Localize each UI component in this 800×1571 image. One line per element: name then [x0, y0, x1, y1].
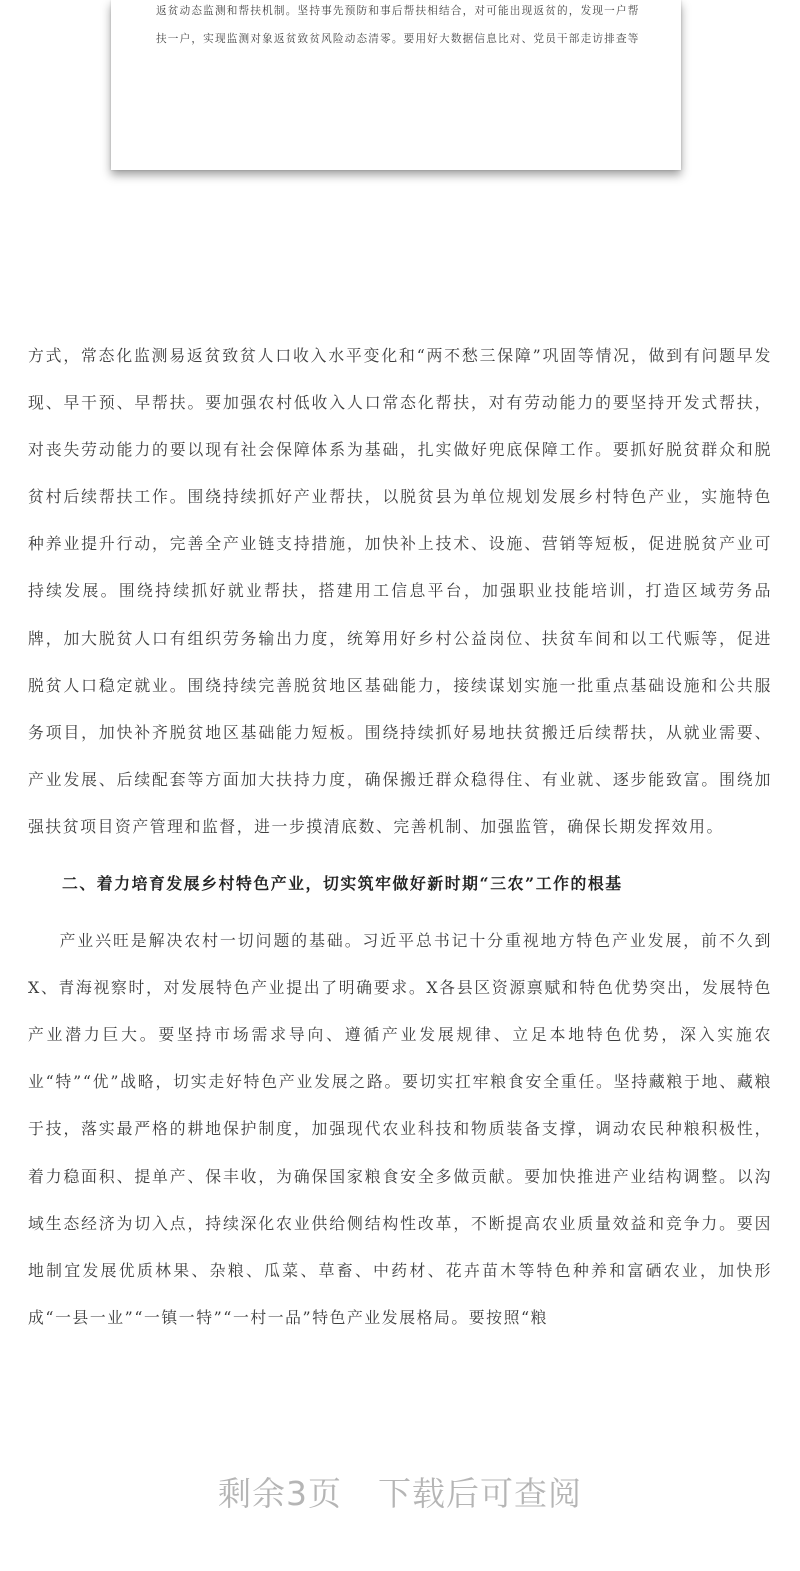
preview-page-card: [111, 0, 681, 170]
body-paragraph: 方式，常态化监测易返贫致贫人口收入水平变化和“两不愁三保障”巩固等情况，做到有问题早发现、早干预、早帮扶。要加强农村低收入人口常态化帮扶，对有劳动能力的要坚持开发式帮扶，对丧失劳动能力的要以现有社会保障体系为基础，扎实做好兜底保障工作。要抓好脱贫群众和脱贫村后续帮扶工作。围绕持续抓好产业帮扶，以脱贫县为单位规划发展乡村特色产业，实施特色种养业提升行动，完善全产业链支持措施，加快补上技术、设施、营销等短板，促进脱贫产业可持续发展。围绕持续抓好就业帮扶，搭建用工信息平台，加强职业技能培训，打造区域劳务品牌，加大脱贫人口有组织劳务输出力度，统筹用好乡村公益岗位、扶贫车间和以工代赈等，促进脱贫人口稳定就业。围绕持续完善脱贫地区基础能力，接续谋划实施一批重点基础设施和公共服务项目，加快补齐脱贫地区基础能力短板。围绕持续抓好易地扶贫搬迁后续帮扶，从就业需要、产业发展、后续配套等方面加大扶持力度，确保搬迁群众稳得住、有业就、逐步能致富。围绕加强扶贫项目资产管理和监督，进一步摸清底数、完善机制、加强监管，确保长期发挥效用。: [28, 346, 772, 836]
remaining-pages-label[interactable]: 剩余3页: [218, 1474, 342, 1513]
download-hint-label[interactable]: 下载后可查阅: [378, 1474, 582, 1513]
section-heading: 二、着力培育发展乡村特色产业，切实筑牢做好新时期“三农”工作的根基: [62, 874, 623, 894]
download-prompt[interactable]: [0, 1468, 800, 1515]
body-paragraph: 产业兴旺是解决农村一切问题的基础。习近平总书记十分重视地方特色产业发展，前不久到X、青海视察时，对发展特色产业提出了明确要求。X各县区资源禀赋和特色优势突出，发展特色产业潜力巨大。要坚持市场需求导向、遵循产业发展规律、立足本地特色优势，深入实施农业“特”“优”战略，切实走好特色产业发展之路。要切实扛牢粮食安全重任。坚持藏粮于地、藏粮于技，落实最严格的耕地保护制度，加强现代农业科技和物质装备支撑，调动农民种粮积极性，着力稳面积、提单产、保丰收，为确保国家粮食安全多做贡献。要加快推进产业结构调整。以沟域生态经济为切入点，持续深化农业供给侧结构性改革，不断提高农业质量效益和竞争力。要因地制宜发展优质林果、杂粮、瓜菜、草畜、中药材、花卉苗木等特色种养和富硒农业，加快形成“一县一业”“一镇一特”“一村一品”特色产业发展格局。要按照“粮: [28, 931, 772, 1327]
preview-text-line: 扶一户，实现监测对象返贫致贫风险动态清零。要用好大数据信息比对、党员干部走访排查等: [156, 33, 640, 45]
document-body: [28, 332, 772, 1341]
preview-text-line: 返贫动态监测和帮扶机制。坚持事先预防和事后帮扶相结合，对可能出现返贫的，发现一户帮: [156, 5, 640, 17]
